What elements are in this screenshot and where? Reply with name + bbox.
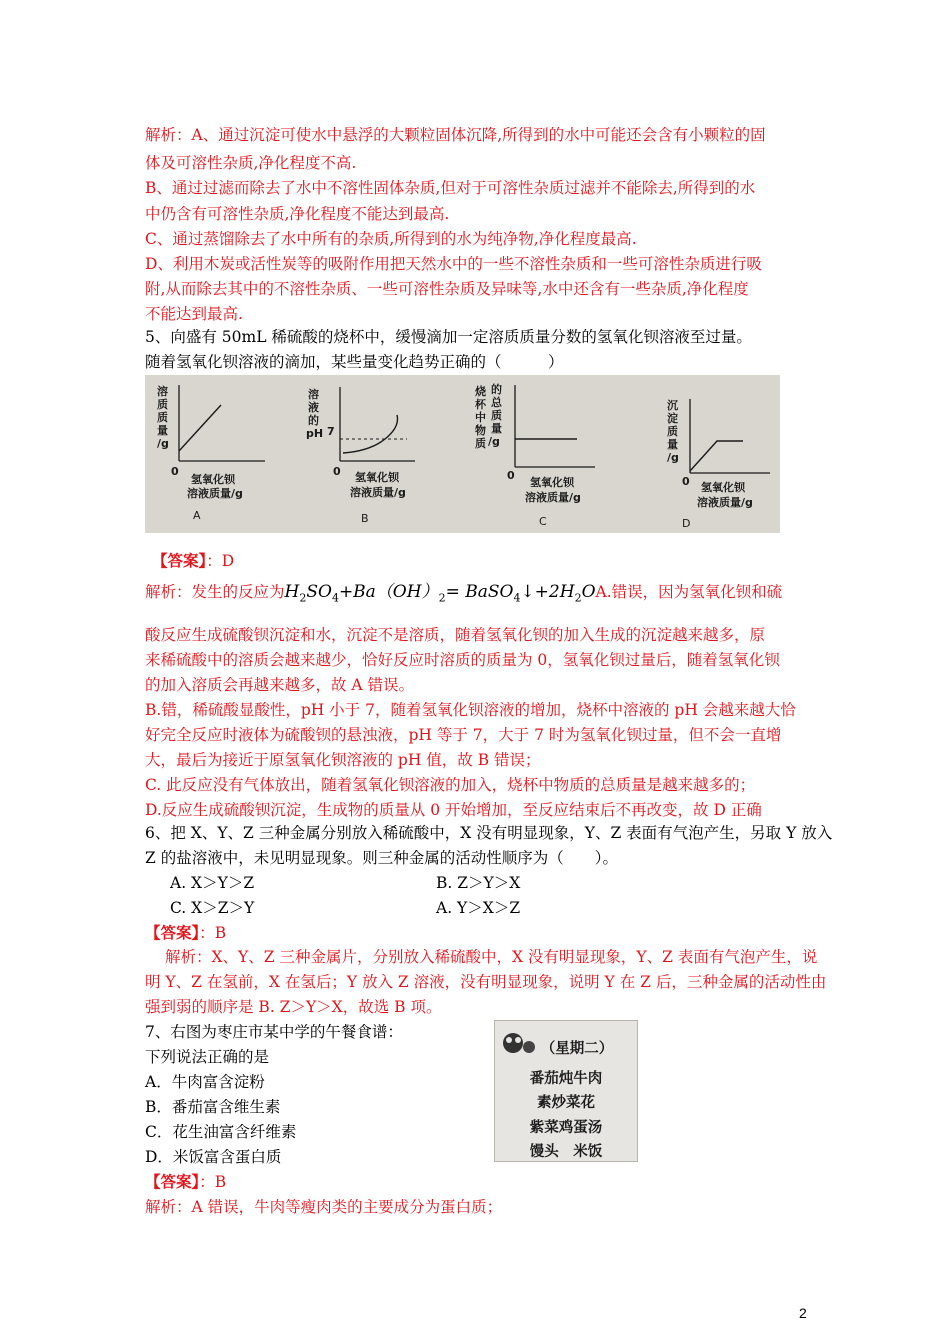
- graphs-photo: [145, 375, 780, 533]
- q7-line-2: 下列说法正确的是: [145, 1048, 270, 1066]
- q6-option-c: C. X＞Z＞Y: [170, 899, 255, 917]
- q5-exp-line-8: C. 此反应没有气体放出，随着氢氧化钡溶液的加入，烧杯中物质的总质量是越来越多的；: [145, 776, 756, 794]
- graph-c-ylabel1-5: 质: [475, 437, 486, 450]
- q5-exp-line-4: 的加入溶质会再越来越多，故 A 错误。: [145, 676, 415, 694]
- graph-d: [667, 398, 770, 530]
- q5-exp-line-9: D.反应生成硫酸钡沉淀，生成物的质量从 0 开始增加，至反应结束后不再改变，故 D 正确: [145, 801, 762, 819]
- q5-exp-line-1: [145, 581, 782, 609]
- graph-c-origin: 0: [507, 469, 515, 482]
- graph-b-xlabel-1: 氢氧化钡: [355, 471, 399, 484]
- q6-answer-bracket: 【答案】: [145, 923, 200, 942]
- graph-b-letter: B: [361, 512, 369, 525]
- exp4-line-4: 中仍含有可溶性杂质,净化程度不能达到最高.: [145, 205, 450, 223]
- graph-b-ylabel-1: 溶: [308, 388, 319, 401]
- graph-c-letter: C: [539, 515, 547, 528]
- graph-d-ylabel-2: 淀: [667, 412, 678, 425]
- q5-exp-line-2: 酸反应生成硫酸钡沉淀和水，沉淀不是溶质，随着氢氧化钡的加入生成的沉淀越来越多，原: [145, 626, 766, 644]
- exp4-line-8: 不能达到最高.: [145, 305, 243, 323]
- q5-answer-value: ：D: [206, 552, 235, 570]
- graph-c: [474, 382, 595, 528]
- exp4-line-2: 体及可溶性杂质,净化程度不高.: [145, 154, 357, 172]
- q6-exp-line-3: 强到弱的顺序是 B. Z＞Y＞X，故选 B 项。: [145, 998, 442, 1016]
- graph-a-ylabel-5: /g: [157, 437, 169, 450]
- menu-item-1: 番茄炖牛肉: [529, 1071, 603, 1087]
- q5-exp-line-7: 大，最后为接近于原氢氧化钡溶液的 pH 值，故 B 错误；: [145, 751, 541, 769]
- graph-d-ylabel-1: 沉: [667, 399, 678, 412]
- graph-c-ylabel1-1: 烧: [475, 385, 486, 398]
- graph-d-letter: D: [682, 517, 691, 530]
- graph-d-curve: [690, 441, 743, 471]
- q5-line-1: 5、向盛有 50mL 稀硫酸的烧杯中，缓慢滴加一定溶质质量分数的氢氧化钡溶液至过量。: [145, 328, 752, 346]
- graph-b-curve: [343, 415, 398, 453]
- exp4-line-5: C、通过蒸馏除去了水中所有的杂质,所得到的水为纯净物,净化程度最高.: [145, 230, 637, 248]
- graph-c-ylabel2-5: /g: [488, 435, 500, 448]
- graph-c-ylabel1-4: 物: [475, 424, 486, 437]
- exp4-line-6: D、利用木炭或活性炭等的吸附作用把天然水中的一些不溶性杂质和一些可溶性杂质进行吸: [145, 255, 762, 273]
- graph-b-ylabel-3: 的: [308, 414, 319, 427]
- q5-exp-line-6: 好完全反应时液体为硫酸钡的悬浊液，pH 等于 7，大于 7 时为氢氧化钡过量，但不会一直增: [145, 726, 782, 744]
- graphs-svg: [145, 375, 780, 533]
- exp4-line-1: 解析：A、通过沉淀可使水中悬浮的大颗粒固体沉降,所得到的水中可能还会含有小颗粒的固: [145, 126, 766, 144]
- graph-c-ylabel1-3: 中: [475, 411, 486, 424]
- graph-b: [306, 387, 415, 525]
- graph-a-ylabel-1: 溶: [157, 385, 168, 398]
- graph-b-ylabel-4: pH: [306, 427, 324, 440]
- graph-b-tick-7: 7: [327, 425, 335, 438]
- graph-a-ylabel-4: 量: [157, 424, 168, 437]
- graph-d-ylabel-4: 量: [667, 438, 678, 451]
- q7-answer-bracket: 【答案】: [145, 1172, 200, 1191]
- q7-option-d: D．米饭富含蛋白质: [145, 1148, 282, 1166]
- q7-line-1: 7、右图为枣庄市某中学的午餐食谱：: [145, 1023, 403, 1041]
- q7-answer: [145, 1171, 226, 1193]
- menu-item-2: 素炒菜花: [537, 1095, 595, 1111]
- graph-c-ylabel2-2: 总: [491, 396, 502, 409]
- q6-line-2: Z 的盐溶液中，未见明显现象。则三种金属的活动性顺序为（ ）。: [145, 849, 618, 867]
- graph-a-ylabel-2: 质: [157, 398, 168, 411]
- q6-option-d: A. Y＞X＞Z: [436, 899, 521, 917]
- graph-a-xlabel-1: 氢氧化钡: [191, 473, 235, 486]
- graph-d-origin: 0: [682, 475, 690, 488]
- graph-b-xlabel-2: 溶液质量/g: [350, 486, 406, 499]
- graph-d-xlabel-2: 溶液质量/g: [697, 496, 753, 509]
- graph-a-xlabel-2: 溶液质量/g: [187, 487, 243, 500]
- exp4-line-7: 附,从而除去其中的不溶性杂质、一些可溶性杂质及异味等,水中还含有一些杂质,净化程度: [145, 280, 749, 298]
- q6-answer-value: ：B: [199, 924, 227, 942]
- q7-option-a: A．牛肉富含淀粉: [145, 1073, 265, 1091]
- q5-answer-bracket: 【答案】: [152, 551, 207, 570]
- graph-c-ylabel2-4: 量: [491, 422, 502, 435]
- q7-answer-value: ：B: [199, 1173, 227, 1191]
- menu-item-4: 馒头 米饭: [529, 1144, 603, 1160]
- graph-d-ylabel-3: 质: [667, 425, 678, 438]
- graph-a-origin: 0: [171, 465, 179, 478]
- q6-option-a: A. X＞Y＞Z: [170, 874, 255, 892]
- graph-b-ylabel-2: 液: [308, 401, 319, 414]
- q5-exp-prefix: 解析：发生的反应为: [145, 583, 285, 601]
- exp4-line-3: B、通过过滤而除去了水中不溶性固体杂质,但对于可溶性杂质过滤并不能除去,所得到的水: [145, 179, 756, 197]
- q5-exp-line-5: B.错，稀硫酸显酸性，pH 小于 7，随着氢氧化钡溶液的增加，烧杯中溶液的 pH 会越来越大恰: [145, 701, 796, 719]
- graph-c-ylabel1-2: 杯: [475, 398, 486, 411]
- menu-item-3: 紫菜鸡蛋汤: [529, 1120, 603, 1136]
- q6-exp-line-1: 解析：X、Y、Z 三种金属片，分别放入稀硫酸中，X 没有明显现象，Y、Z 表面有气泡产生，说: [165, 948, 818, 966]
- menu-header: （星期二）: [540, 1041, 614, 1057]
- graph-a-letter: A: [193, 509, 201, 522]
- graph-c-xlabel-2: 溶液质量/g: [525, 491, 581, 504]
- q5-answer: [152, 550, 234, 572]
- q7-option-b: B．番茄富含维生素: [145, 1098, 281, 1116]
- graph-a-ylabel-3: 质: [157, 411, 168, 424]
- graph-d-xlabel-1: 氢氧化钡: [701, 481, 745, 494]
- q5-exp-after: A.错误，因为氢氧化钡和硫: [595, 583, 783, 601]
- q6-line-1: 6、把 X、Y、Z 三种金属分别放入稀硫酸中，X 没有明显现象，Y、Z 表面有气泡产生，另取 Y 放入: [145, 824, 833, 842]
- graph-a-curve: [179, 405, 221, 451]
- q6-option-b: B. Z＞Y＞X: [436, 874, 521, 892]
- q5-exp-line-3: 来稀硫酸中的溶质会越来越少，恰好反应时溶质的质量为 0，氢氧化钡过量后，随着氢氧化钡: [145, 651, 780, 669]
- page-number: 2: [799, 1305, 807, 1321]
- q6-exp-line-2: 明 Y、Z 在氢前，X 在氢后；Y 放入 Z 溶液，没有明显现象，说明 Y 在 Z 后，三种金属的活动性由: [145, 973, 827, 991]
- graph-c-ylabel2-1: 的: [491, 383, 502, 396]
- q7-option-c: C．花生油富含纤维素: [145, 1123, 297, 1141]
- graph-c-xlabel-1: 氢氧化钡: [530, 476, 574, 489]
- graph-b-origin: 0: [333, 465, 341, 478]
- lunch-menu-photo: [494, 1020, 638, 1162]
- q6-answer: [145, 922, 226, 944]
- graph-c-ylabel2-3: 质: [491, 409, 502, 422]
- graph-d-ylabel-5: /g: [667, 451, 679, 464]
- reaction-equation: $H_2SO_4+Ba(OH)_2=$ $BaSO_4↓+2H_2O$: [284, 582, 596, 605]
- q5-line-2: 随着氢氧化钡溶液的滴加，某些量变化趋势正确的（ ）: [145, 353, 564, 371]
- q7-exp-line-1: 解析：A 错误，牛肉等瘦肉类的主要成分为蛋白质；: [145, 1198, 503, 1216]
- graph-a: [157, 384, 265, 522]
